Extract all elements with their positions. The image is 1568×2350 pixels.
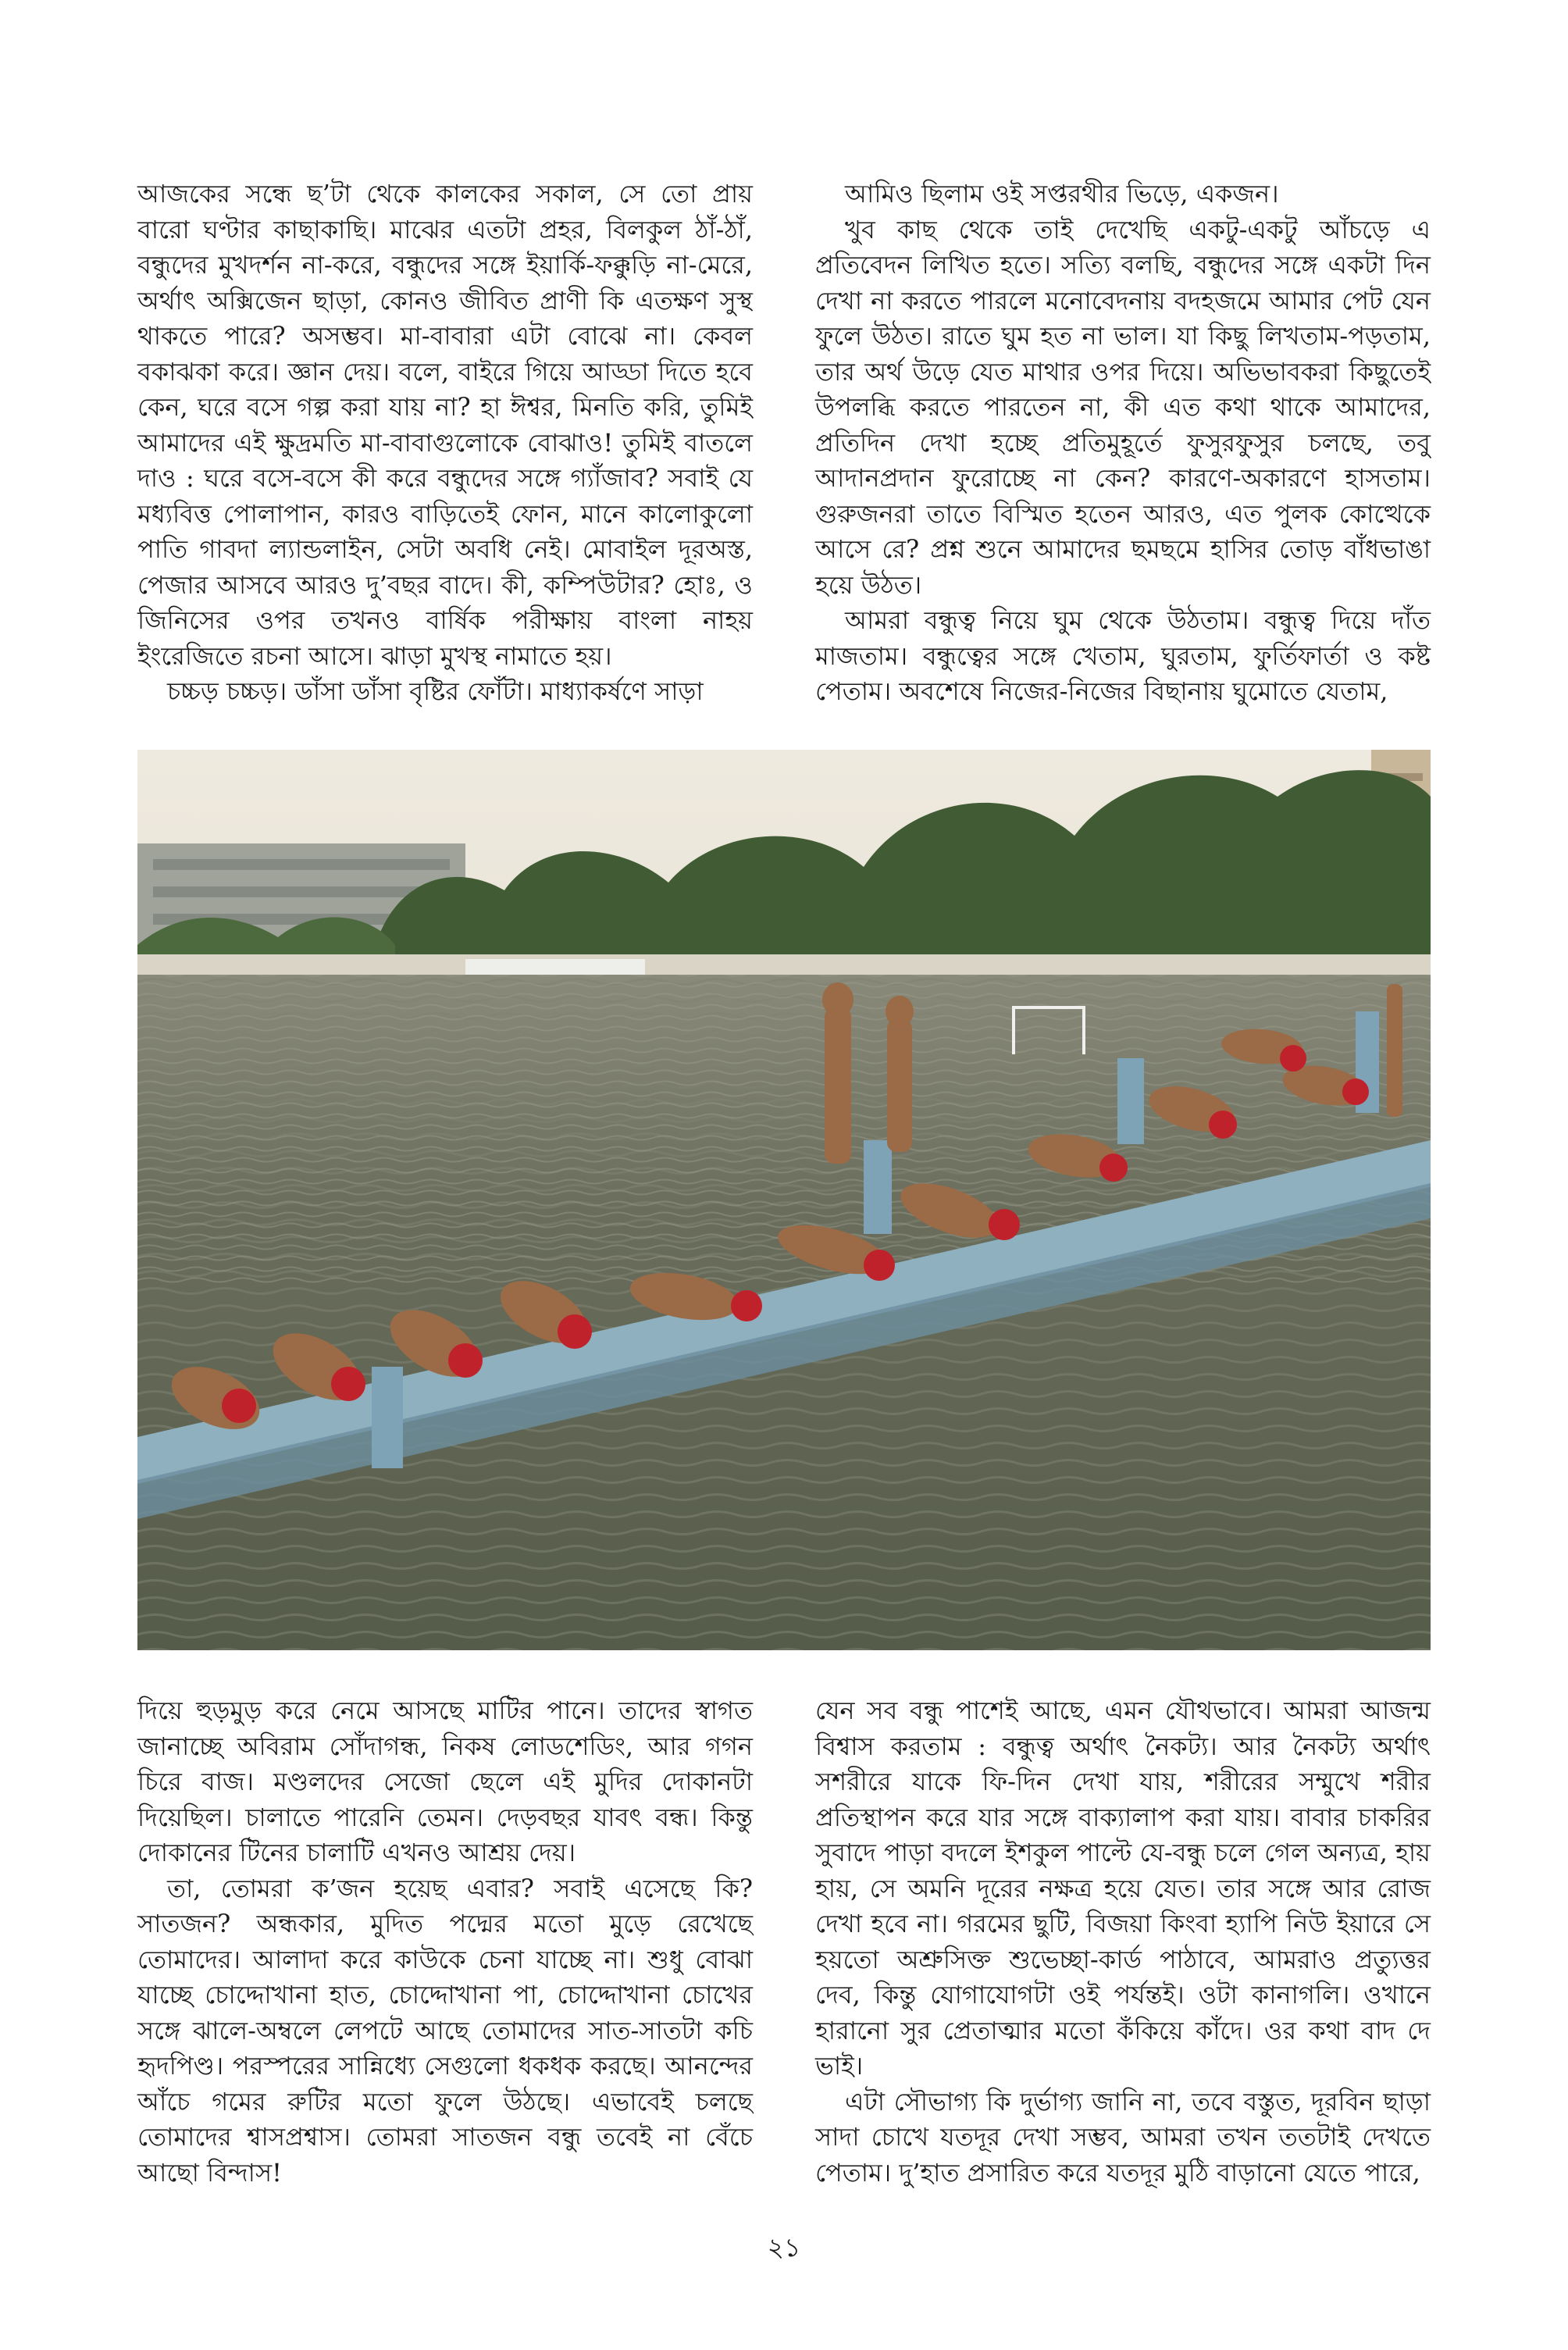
paragraph: তা, তোমরা ক’জন হয়েছ এবার? সবাই এসেছে কি? সাতজন? অন্ধকার, মুদিত পদ্মের মতো মুড়ে রেখেছে তোমাদের। আলাদা করে কাউকে চেনা যাচ্ছে না। শুধু বোঝা যাচ্ছে চোদ্দোখানা হাত, চোদ্দোখানা পা, চোদ্দোখানা চোখের সঙ্গে ঝালে-অম্বলে লেপটে আছে তোমাদের সাত-সাতটা কচি হৃদপিণ্ড। পরস্পরের সান্নিধ্যে সেগুলো ধকধক করছে। আনন্দের আঁচে গমের রুটির মতো ফুলে উঠছে। এভাবেই চলছে তোমাদের শ্বাসপ্রশ্বাস। তোমরা সাতজন বন্ধু তবেই না বেঁচে আছো বিন্দাস! <box>137 1873 753 2188</box>
text-column-top-left <box>137 177 753 710</box>
paragraph: চচ্চড় চচ্চড়। ডাঁসা ডাঁসা বৃষ্টির ফোঁটা। মাধ্যাকর্ষণে সাড়া <box>167 676 704 706</box>
text-column-bottom-right <box>815 1693 1431 2191</box>
text-column-top-right <box>815 177 1431 710</box>
paragraph: আমিও ছিলাম ওই সপ্তরথীর ভিড়ে, একজন। <box>845 179 1279 209</box>
text-column-bottom-left <box>137 1693 753 2191</box>
paragraph: দিয়ে হুড়মুড় করে নেমে আসছে মাটির পানে। তাদের স্বাগত জানাচ্ছে অবিরাম সোঁদাগন্ধ, নিকষ লোডশেডিং, আর গগন চিরে বাজ। মণ্ডলদের সেজো ছেলে এই মুদির দোকানটা দিয়েছিল। চালাতে পারেনি তেমন। দেড়বছর যাবৎ বন্ধ। কিন্তু দোকানের টিনের চালাটি এখনও আশ্রয় দেয়। <box>137 1696 753 1867</box>
paragraph: আমরা বন্ধুত্ব নিয়ে ঘুম থেকে উঠতাম। বন্ধুত্ব দিয়ে দাঁত মাজতাম। বন্ধুত্বের সঙ্গে খেতাম, ঘুরতাম, ফুর্তিফার্তা ও কষ্ট পেতাম। অবশেষে নিজের-নিজের বিছানায় ঘুমোতে যেতাম, <box>815 605 1431 706</box>
paragraph: খুব কাছ থেকে তাই দেখেছি একটু-একটু আঁচড়ে এ প্রতিবেদন লিখিত হতে। সত্যি বলছি, বন্ধুদের সঙ্গে একটা দিন দেখা না করতে পারলে মনোবেদনায় বদহজমে আমার পেট যেন ফুলে উঠত। রাতে ঘুম হত না ভাল। যা কিছু লিখতাম-পড়তাম, তার অর্থ উড়ে যেত মাথার ওপর দিয়ে। অভিভাবকরা কিছুতেই উপলব্ধি করতে পারতেন না, কী এত কথা থাকে আমাদের, প্রতিদিন দেখা হচ্ছে প্রতিমুহূর্তে ফুসুরফুসুর চলছে, তবু আদানপ্রদান ফুরোচ্ছে না কেন? কারণে-অকারণে হাসতাম। গুরুজনরা তাতে বিস্মিত হতেন আরও, এত পুলক কোত্থেকে আসে রে? প্রশ্ন শুনে আমাদের ছমছমে হাসির তোড় বাঁধভাঙা হয়ে উঠত। <box>815 214 1431 600</box>
paragraph: এটা সৌভাগ্য কি দুর্ভাগ্য জানি না, তবে বস্তুত, দূরবিন ছাড়া সাদা চোখে যতদূর দেখা সম্ভব, আমরা তখন ততটাই দেখতে পেতাম। দু’হাত প্রসারিত করে যতদূর মুঠি বাড়ানো যেতে পারে, <box>815 2086 1431 2188</box>
photo-swimmers-diving <box>137 750 1431 1650</box>
paragraph: আজকের সন্ধে ছ’টা থেকে কালকের সকাল, সে তো প্রায় বারো ঘণ্টার কাছাকাছি। মাঝের এতটা প্রহর, বিলকুল ঠাঁ-ঠাঁ, বন্ধুদের মুখদর্শন না-করে, বন্ধুদের সঙ্গে ইয়ার্কি-ফক্কুড়ি না-মেরে, অর্থাৎ অক্সিজেন ছাড়া, কোনও জীবিত প্রাণী কি এতক্ষণ সুস্থ থাকতে পারে? অসম্ভব। মা-বাবারা এটা বোঝে না। কেবল বকাঝকা করে। জ্ঞান দেয়। বলে, বাইরে গিয়ে আড্ডা দিতে হবে কেন, ঘরে বসে গল্প করা যায় না? হা ঈশ্বর, মিনতি করি, তুমিই আমাদের এই ক্ষুদ্রমতি মা-বাবাগুলোকে বোঝাও! তুমিই বাতলে দাও : ঘরে বসে-বসে কী করে বন্ধুদের সঙ্গে গ্যাঁজাব? সবাই যে মধ্যবিত্ত পোলাপান, কারও বাড়িতেই ফোন, মানে কালোকুলো পাতি গাবদা ল্যান্ডলাইন, সেটা অবধি নেই। মোবাইল দূরঅস্ত, পেজার আসবে আরও দু’বছর বাদে। কী, কম্পিউটার? হোঃ, ও জিনিসের ওপর তখনও বার্ষিক পরীক্ষায় বাংলা নাহয় ইংরেজিতে রচনা আসে। ঝাড়া মুখস্থ নামাতে হয়। <box>137 179 753 671</box>
paragraph: যেন সব বন্ধু পাশেই আছে, এমন যৌথভাবে। আমরা আজন্ম বিশ্বাস করতাম : বন্ধুত্ব অর্থাৎ নৈকট্য। আর নৈকট্য অর্থাৎ সশরীরে যাকে ফি-দিন দেখা যায়, শরীরের সম্মুখে শরীর প্রতিস্থাপন করে যার সঙ্গে বাক্যালাপ করা যায়। বাবার চাকরির সুবাদে পাড়া বদলে ইশকুল পাল্টে যে-বন্ধু চলে গেল অন্যত্র, হায় হায়, সে অমনি দূরের নক্ষত্র হয়ে যেত। তার সঙ্গে আর রোজ দেখা হবে না। গরমের ছুটি, বিজয়া কিংবা হ্যাপি নিউ ইয়ারে সে হয়তো অশ্রুসিক্ত শুভেচ্ছা-কার্ড পাঠাবে, আমরাও প্রত্যুত্তর দেব, কিন্তু যোগাযোগটা ওই পর্যন্তই। ওটা কানাগলি। ওখানে হারানো সুর প্রেতাত্মার মতো কঁকিয়ে কাঁদে। ওর কথা বাদ দে ভাই। <box>815 1696 1431 2081</box>
page-number: ২১ <box>767 2232 801 2263</box>
